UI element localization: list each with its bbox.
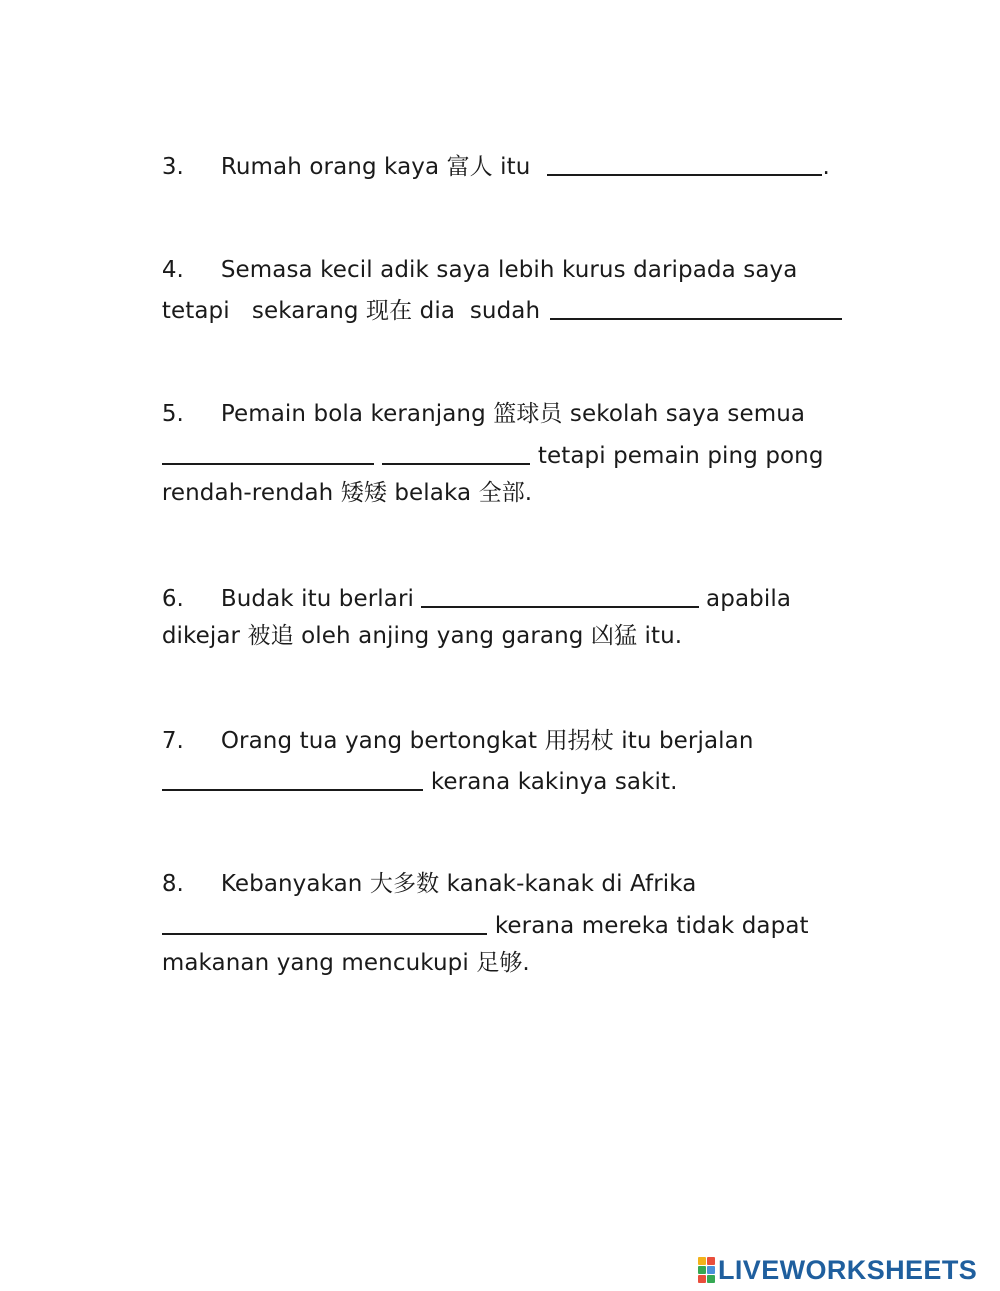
logo-mark-block bbox=[707, 1257, 715, 1265]
question-text: Orang tua yang bertongkat 用拐杖 itu berjalan bbox=[220, 728, 754, 754]
question-7-line-2 bbox=[147, 735, 678, 797]
answer-blank[interactable] bbox=[162, 767, 423, 791]
question-6-line-2 bbox=[147, 591, 682, 651]
question-number: 8. bbox=[161, 871, 184, 897]
answer-blank[interactable] bbox=[550, 296, 842, 320]
question-text: apabila bbox=[706, 586, 792, 612]
question-text: kerana kakinya sakit. bbox=[430, 769, 678, 795]
question-text: tetapi sekarang 现在 dia sudah bbox=[161, 298, 541, 324]
question-text: makanan yang mencukupi 足够. bbox=[161, 950, 530, 976]
logo-mark-block bbox=[707, 1266, 715, 1274]
answer-blank[interactable] bbox=[547, 152, 822, 176]
question-number: 3. bbox=[161, 154, 184, 180]
logo-mark-block bbox=[698, 1257, 706, 1265]
logo-mark-icon bbox=[698, 1257, 715, 1283]
liveworksheets-logo[interactable] bbox=[698, 1253, 977, 1287]
logo-text: LIVEWORKSHEETS bbox=[718, 1255, 978, 1285]
question-text: Semasa kecil adik saya lebih kurus daripada saya bbox=[220, 257, 798, 283]
logo-mark-block bbox=[707, 1275, 715, 1283]
question-text: Pemain bola keranjang 篮球员 sekolah saya semua bbox=[220, 401, 806, 427]
question-number: 7. bbox=[161, 728, 184, 754]
question-number: 5. bbox=[161, 401, 184, 427]
question-3-line-1 bbox=[147, 120, 830, 182]
question-text: tetapi pemain ping pong bbox=[537, 443, 824, 469]
question-4-line-2 bbox=[147, 264, 842, 326]
question-text: rendah-rendah 矮矮 belaka 全部. bbox=[161, 480, 533, 506]
question-text: kerana mereka tidak dapat bbox=[494, 913, 809, 939]
logo-mark-block bbox=[698, 1275, 706, 1283]
question-8-line-3 bbox=[147, 918, 530, 978]
question-text: Budak itu berlari bbox=[220, 586, 415, 612]
question-text: dikejar 被追 oleh anjing yang garang 凶猛 itu. bbox=[161, 623, 683, 649]
question-5-line-3 bbox=[147, 448, 532, 508]
question-number: 6. bbox=[161, 586, 184, 612]
question-text: Kebanyakan 大多数 kanak-kanak di Afrika bbox=[220, 871, 697, 897]
question-number: 4. bbox=[161, 257, 184, 283]
logo-mark-block bbox=[698, 1266, 706, 1274]
question-text: Rumah orang kaya 富人 itu bbox=[220, 154, 531, 180]
question-text: . bbox=[822, 154, 830, 180]
